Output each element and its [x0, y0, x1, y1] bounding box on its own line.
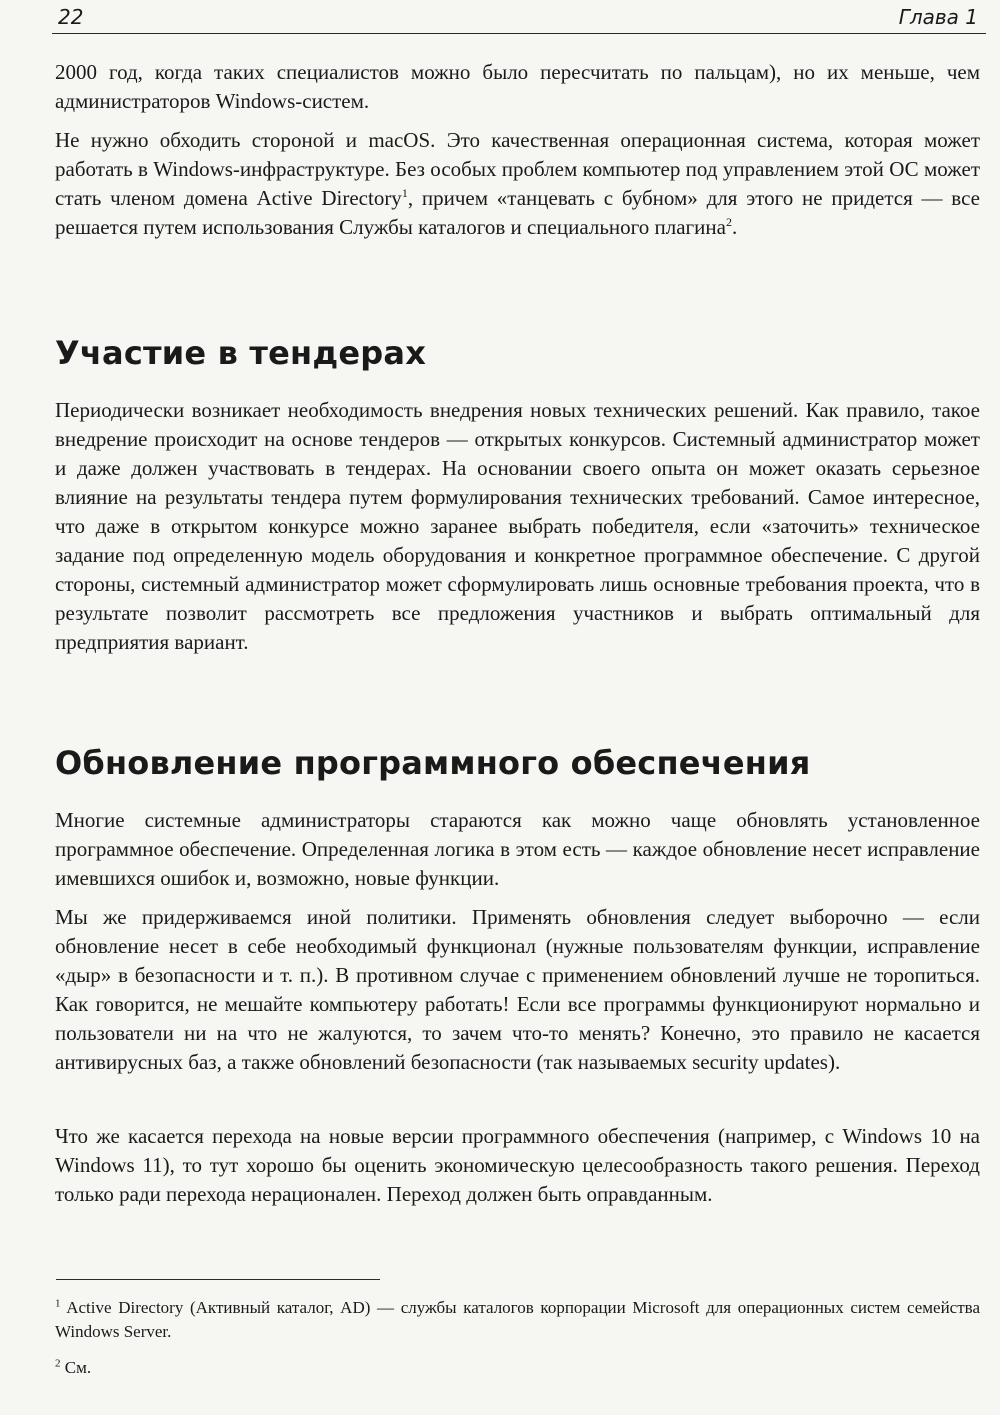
footnote-2 [55, 1356, 980, 1380]
page-number: 22 [58, 5, 84, 29]
footnote-ref-2: 2 [725, 215, 732, 229]
paragraph-macos-part2: , причем «танцевать с бубном» для этого не придется — все решается путем использования Службы каталогов и специального плагина [55, 186, 980, 239]
footnote-divider [56, 1279, 380, 1280]
section-heading-updates: Обновление программного обеспечения [55, 744, 811, 782]
paragraph-updates-2: Мы же придерживаемся иной политики. Применять обновления следует выборочно — если обновление несет в себе необходимый функционал (нужные пользователям функции, исправление «дыр» в безопасности и т. п.). В противном случае с применением обновлений лучше не торопиться. Как говорится, не мешайте компьютеру работать! Если все программы функционируют нормально и пользователи ни на что не жалуются, то зачем что-то менять? Конечно, это правило не касается антивирусных баз, а также обновлений безопасности (так называемых security updates). [55, 905, 980, 1074]
running-header [52, 0, 986, 34]
section-heading-tenders: Участие в тендерах [55, 334, 427, 372]
paragraph-tenders: Периодически возникает необходимость внедрения новых технических решений. Как правило, такое внедрение происходит на основе тендеров — открытых конкурсов. Системный администратор может и даже должен участвовать в тендерах. На основании своего опыта он может оказать серьезное влияние на результаты тендера путем формулирования технических требований. Самое интересное, что даже в открытом конкурсе можно заранее выбрать победителя, если «заточить» техническое задание под определенную модель оборудования и конкретное программное обеспечение. С другой стороны, системный администратор может сформулировать лишь основные требования проекта, что в результате позволит рассмотреть все предложения участников и выбрать оптимальный для предприятия вариант. [55, 398, 980, 654]
paragraph-updates-1: Многие системные администраторы стараются как можно чаще обновлять установленное программное обеспечение. Определенная логика в этом есть — каждое обновление несет исправление имевшихся ошибок и, возможно, новые функции. [55, 808, 980, 890]
footnote-1-number: 1 [55, 1297, 61, 1310]
footnote-2-text: См. [60, 1358, 92, 1377]
footnote-1-text: Active Directory (Активный каталог, AD) — службы каталогов корпорации Microsoft для операционных систем семейства Windows Server. [55, 1298, 980, 1341]
footnote-1 [55, 1296, 980, 1344]
footnote-2-number: 2 [55, 1357, 61, 1370]
paragraph-macos-part3: . [731, 215, 738, 239]
chapter-label: Глава 1 [898, 5, 978, 29]
footnote-ref-1: 1 [401, 186, 408, 200]
paragraph-intro-continued: 2000 год, когда таких специалистов можно было пересчитать по пальцам), но их меньше, чем администраторов Windows-систем. [55, 60, 980, 113]
paragraph-updates-3: Что же касается перехода на новые версии программного обеспечения (например, с Windows 10 на Windows 11), то тут хорошо бы оценить экономическую целесообразность такого решения. Переход только ради перехода нерационален. Переход должен быть оправданным. [55, 1124, 980, 1206]
paragraph-macos-part1: Не нужно обходить стороной и macOS. Это качественная операционная система, которая может работать в Windows-инфраструктуре. Без особых проблем компьютер под управлением этой ОС может стать членом домена Active Directory [55, 128, 980, 210]
paragraph-macos [55, 126, 980, 242]
